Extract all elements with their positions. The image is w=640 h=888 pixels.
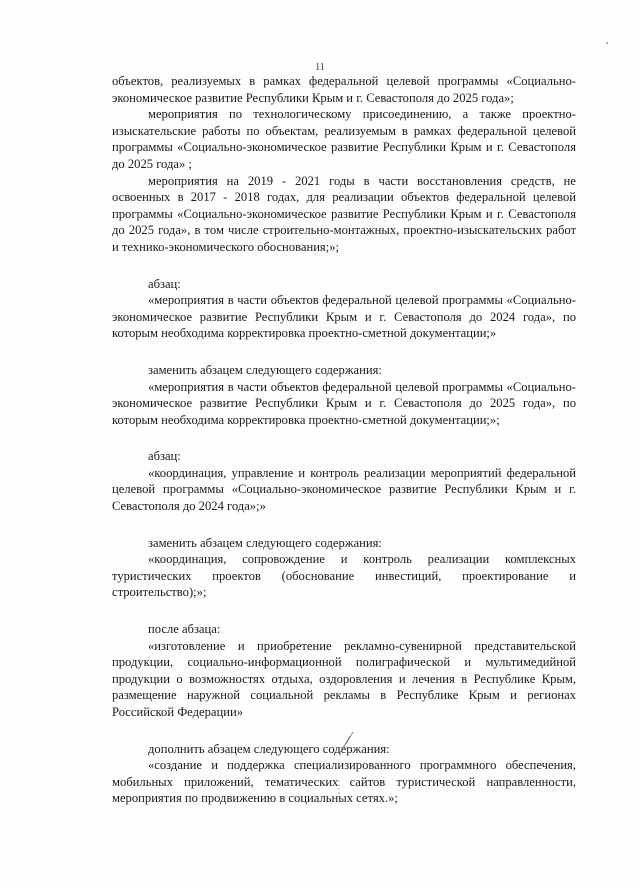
pen-mark-icon — [336, 726, 356, 756]
paragraph-continuation: объектов, реализуемых в рамках федеральной целевой программы «Социально-экономическое развитие Республики Крым и г. Севастополя до 2025 года»; — [112, 74, 576, 105]
label-replace-1: заменить абзацем следующего содержания: — [148, 362, 382, 377]
quote-new-1: «мероприятия в части объектов федеральной целевой программы «Социально-экономическое развитие Республики Крым и г. Севастополя до 2025 года», по которым необходима корректировка проектно-сметной документации;»; — [112, 379, 576, 427]
label-add: дополнить абзацем следующего содержания: — [148, 741, 390, 756]
label-abzac-1: абзац: — [148, 276, 181, 291]
scan-dot-icon — [604, 40, 610, 46]
quote-old-3: «изготовление и приобретение рекламно-сувенирной представительской продукции, социально-информационной полиграфической и мультимедийной продукции о возможностях отдыха, оздоровления и лечения в Республике Крым, размещение наружной социальной рекламы в Республике Крым и регионах Российской Федерации» — [112, 638, 576, 719]
paragraph-tech-connection: мероприятия по технологическому присоединению, а также проектно-изыскательские работы по объектам, реализуемым в рамках федеральной целевой программы «Социально-экономическое развитие Республики Крым и г. Севастополя до 2025 года» ; — [112, 107, 576, 171]
paragraph-2019-2021: мероприятия на 2019 - 2021 годы в части восстановления средств, не освоенных в 2017 - 2018 годах, для реализации объектов федеральной целевой программы «Социально-экономическое развитие Республики Крым и г. Севастополя до 2025 года», в том числе строительно-монтажных, проектно-изыскательских работ и технико-экономического обоснования;»; — [112, 173, 576, 254]
quote-new-2: «координация, сопровождение и контроль реализации комплексных туристических проектов (обоснование инвестиций, проектирование и строительство);»; — [112, 552, 576, 600]
label-after-abzac: после абзаца: — [148, 622, 221, 637]
page-number: 11 — [315, 62, 325, 73]
pen-mark-icon — [335, 778, 343, 802]
document-body — [112, 73, 576, 807]
label-abzac-2: абзац: — [148, 449, 181, 464]
quote-old-1: «мероприятия в части объектов федеральной целевой программы «Социально-экономическое развитие Республики Крым и г. Севастополя до 2024 года», по которым необходима корректировка проектно-сметной документации;» — [112, 293, 576, 341]
quote-new-3: «создание и поддержка специализированного программного обеспечения, мобильных приложений, тематических сайтов туристической направленности, мероприятия по продвижению в социальных сетях.»; — [112, 758, 576, 806]
quote-old-2: «координация, управление и контроль реализации мероприятий федеральной целевой программы «Социально-экономическое развитие Республики Крым и г. Севастополя до 2024 года»;» — [112, 465, 576, 514]
label-replace-2: заменить абзацем следующего содержания: — [148, 535, 382, 550]
